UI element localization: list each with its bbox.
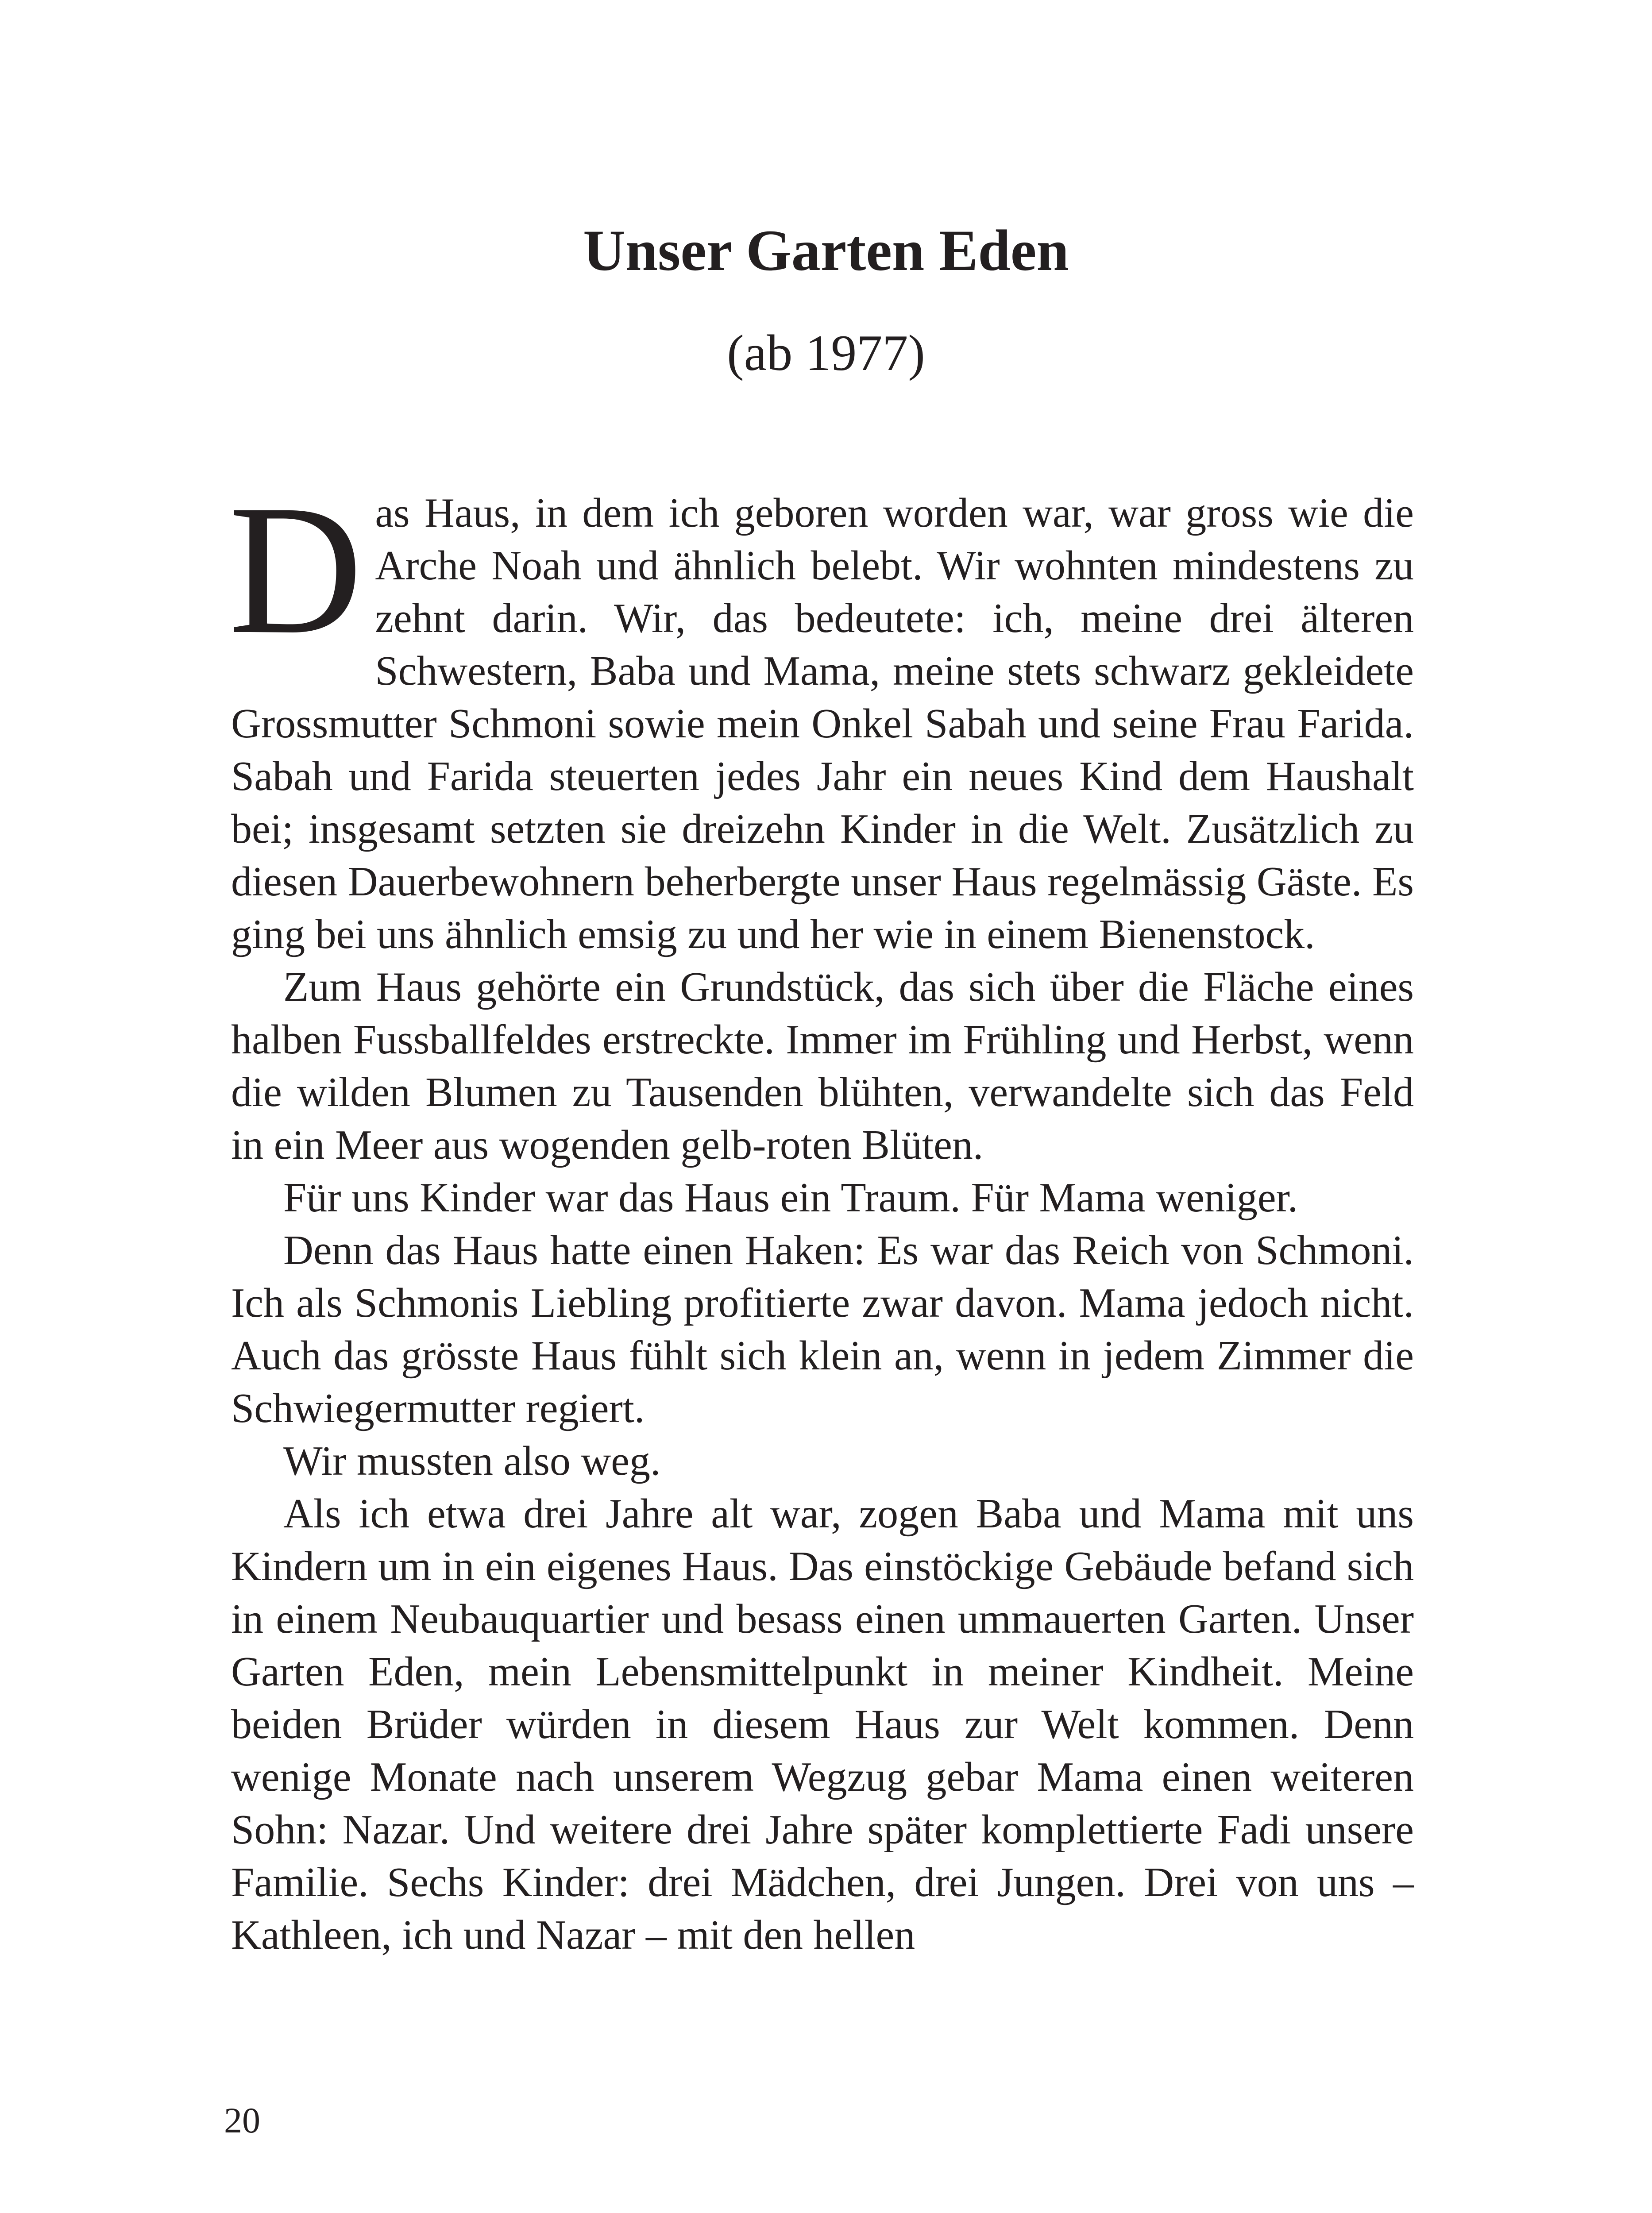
body-text <box>228 467 1414 1962</box>
paragraph: Wir mussten also weg. <box>283 1438 661 1484</box>
paragraph: Zum Haus gehörte ein Grundstück, das sich über die Fläche eines halben Fussballfeldes erstreckte. Immer im Frühling und Herbst, wenn die wilden Blumen zu Tausenden blühten, verwandelte sich das Feld in ein Meer aus wogenden gelb-roten Blüten. <box>231 964 1414 1168</box>
paragraph: Denn das Haus hatte einen Haken: Es war das Reich von Schmoni. Ich als Schmonis Liebling profitierte zwar davon. Mama jedoch nicht. Auch das grösste Haus fühlt sich klein an, wenn in jedem Zimmer die Schwiegermutter regiert. <box>231 1227 1414 1431</box>
paragraph: Für uns Kinder war das Haus ein Traum. Für Mama weniger. <box>283 1175 1298 1221</box>
chapter-subtitle: (ab 1977) <box>727 325 925 382</box>
paragraph-text: as Haus, in dem ich geboren worden war, war gross wie die Arche Noah und ähnlich belebt. Wir wohnten mindestens zu zehnt darin. Wir, das bedeutete: ich, meine drei älteren Schwestern, Baba und Mama, meine stets schwarz gekleidete Grossmutter Schmoni sowie mein Onkel Sabah und seine Frau Farida. Sabah und Farida steuerten jedes Jahr ein neues Kind dem Haushalt bei; insgesamt setzten sie dreizehn Kinder in die Welt. Zusätzlich zu diesen Dauerbewohnern beherbergte unser Haus regelmässig Gäste. Es ging bei uns ähnlich emsig zu und her wie in einem Bienenstock. <box>231 490 1414 957</box>
page-number: 20 <box>224 2100 260 2140</box>
paragraph <box>228 467 1414 961</box>
paragraph: Als ich etwa drei Jahre alt war, zogen Baba und Mama mit uns Kindern um in ein eigenes Haus. Das einstöckige Gebäude befand sich in einem Neubauquartier und besass einen ummauerten Garten. Unser Garten Eden, mein Lebensmittelpunkt in meiner Kindheit. Meine beiden Brüder würden in diesem Haus zur Welt kommen. Denn wenige Monate nach unserem Wegzug gebar Mama einen weiteren Sohn: Nazar. Und weitere drei Jahre später komplettierte Fadi unsere Familie. Sechs Kinder: drei Mädchen, drei Jungen. Drei von uns – Kathleen, ich und Nazar – mit den hellen <box>231 1491 1414 1958</box>
drop-cap: D <box>228 467 363 672</box>
chapter-title: Unser Garten Eden <box>583 218 1069 283</box>
